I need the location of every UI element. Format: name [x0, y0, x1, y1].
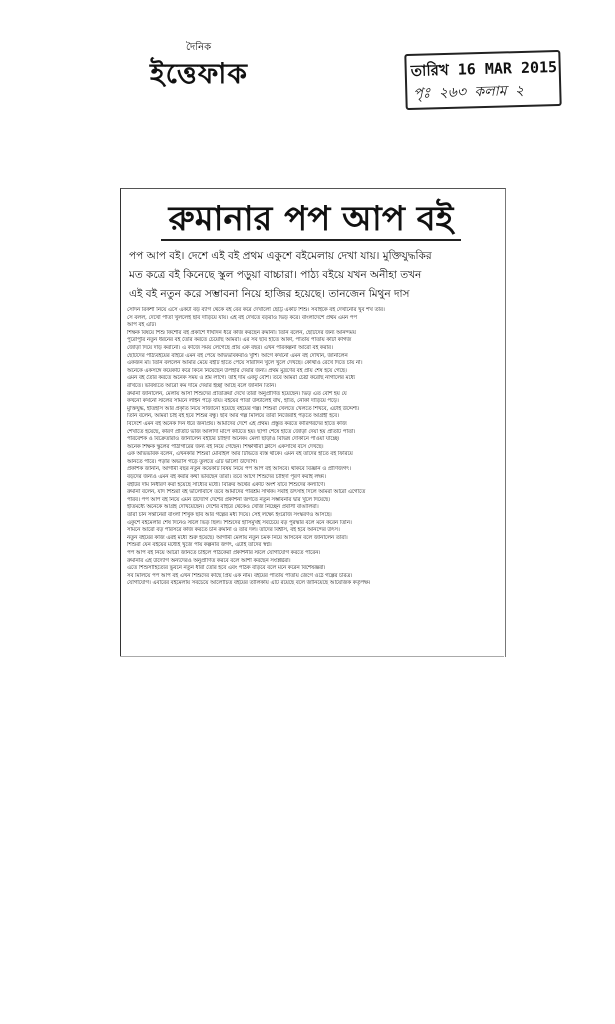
article-body-line: ছোটদের পাঠ্যবইয়ের বাইরে এমন বই পেয়ে অভিভাবকরাও খুশি। আগে কখনো এমন বই দেখিনি, জানালেন: [127, 352, 348, 359]
article-body-line: রুমানার এই উদ্যোগ অন্যদেরও অনুপ্রাণিত করবে বলে আশা করছেন সংশ্লিষ্টরা।: [127, 557, 291, 564]
article-body-line: তিনি বলেন, আমরা চাই বই হবে শিশুর বন্ধু। ছবি আর গল্প মিলিয়ে তারা নিজেরাই পড়তে আগ্রহী হবে।: [127, 413, 339, 420]
article-body-line: মুক্তিযুদ্ধ, ইতিহাস আর প্রকৃতি নিয়ে সাজানো হয়েছে বইয়ের গল্প। শিশুরা খেলতে খেলতে শিখবে, এটাই উদ্দেশ্য।: [127, 405, 360, 412]
article-body-line: সামনে আরো বড় পরিসরে কাজ করতে চান রুমানা ও তার দল। তাদের বিশ্বাস, বই হবে আনন্দের উৎস।: [127, 527, 340, 534]
article-body-line: আনতে পারে। পড়ার অভ্যাস গড়ে তুলতে এটি ভালো উদ্যোগ।: [127, 458, 258, 465]
article-body-line: একজন মা। তিনি বললেন আমার মেয়ে বইটি হাতে পেয়ে সারাদিন খুলে খুলে দেখছে। কোথাও রেখে দিতে চায় না।: [127, 360, 363, 367]
article-body-line: সব মিলিয়ে পপ আপ বই এখন শিশুদের কাছে প্রিয় এক নাম। বইয়ের পাতায় পাতায় জেগে ওঠে গল্পের চরিত্র।: [127, 572, 353, 579]
article-body-line: একুশে বইমেলার শেষ দিনেও স্টলে ভিড় ছিল। শিশুদের হাসিমুখই সবচেয়ে বড় পুরস্কার বলে মনে করেন তিনি।: [127, 519, 352, 526]
article-body-line: এক অভিভাবক বলেন, এখনকার শিশুরা মোবাইল আর টিভিতে ব্যস্ত থাকে। এমন বই তাদের হাতে বই ফিরিয়ে: [127, 451, 353, 458]
article-body-line: প্রকাশক জানান, আগামী বছর নতুন কয়েকটি বিষয় নিয়ে পপ আপ বই আসবে। থাকবে বিজ্ঞান ও প্রাণিজগৎ।: [127, 466, 351, 473]
article-body-line: এতে শিশুসাহিত্যের ভুবনে নতুন ধারা তৈরি হবে এবং পাঠক বাড়বে বলে মনে করেন বিশেষজ্ঞরা।: [127, 565, 326, 572]
article-body-line: যোগাযোগ। এবারের বইমেলায় সবচেয়ে আলোচিত বইয়ের তালিকায় এটি রয়েছে বলে জানিয়েছে আয়োজক কর্তৃপক্ষ।: [127, 580, 371, 587]
article-body-line: সে বলল, দেখো পাতা খুললেই ছবি দাঁড়িয়ে যায়। এই বই দেখতে বড়রাও ভিড় করে। বাংলাদেশে প্রথম এমন পপ: [127, 314, 357, 321]
article-body-line: রাখতে। ভবিষ্যতে আরো কম দামে দেয়ার ইচ্ছা আছে বলে জানান তিনি।: [127, 382, 277, 389]
article-body-line: সেদিন রিকশা নিয়ে এসে একটা বড় ব্যাগ থেকে বই বের করে দেখালো ছোট্ট একটি শিশু। সবাইকে বই দেখানোর খুব শখ তার।: [127, 307, 385, 313]
date-stamp: [404, 50, 561, 110]
article-body-line: কখনো কখনো স্টলের সামনে লাইন পড়ে যায়। বইয়ের পাতা উল্টালেই বাঘ, হাতি, নৌকা দাঁড়িয়ে পড়ে।: [127, 398, 339, 405]
article-body-line: তারা চান সন্তানেরা বাংলা শিখুক ছবি আর গল্পের মধ্য দিয়ে। সেই লক্ষ্যে ইংরেজি সংস্করণও আসছে।: [127, 512, 332, 519]
masthead-prefix: দৈনিক: [186, 42, 212, 53]
article-body-line: পারব। পপ আপ বই নিয়ে এমন উদ্যোগ দেশের প্রকাশনা জগতে নতুন সম্ভাবনার দ্বার খুলে দিয়েছে।: [127, 496, 331, 503]
article-body-line: আপ বই এটি।: [127, 322, 157, 329]
article-body-line: অনেক শিক্ষক স্কুলের পাঠাগারের জন্য বই নিয়ে গেছেন। শিক্ষার্থীরা ক্লাসে একসাথে বসে দেখছে।: [127, 443, 324, 450]
lead-line: এই বই নতুন করে সম্ভাবনা নিয়ে হাজির হয়েছে। তানজেন মিথুন দাস: [129, 288, 410, 300]
article-body-line: বড়দের জন্যও এমন বই করার কথা ভাবছেন তারা। তবে আগে শিশুদের চাহিদা পূরণ করাই লক্ষ্য।: [127, 474, 326, 481]
article-body-line: রুমানা বলেন, যদি শিশুরা বই ভালোবাসে তবে আমাদের পরিশ্রম সার্থক। সবাই উৎসাহ দিলে আমরা আরো এগোতে: [127, 489, 366, 496]
article-body-line: বইটির দাম নির্ধারণ করা হয়েছে সাধ্যের মধ্যে। বিক্রির অর্থের একটি অংশ যাবে শিশুদের কল্যাণে।: [127, 481, 326, 488]
article-body-line: জোড়া দিয়ে দাঁড় করানো। এ কাজে সময় লেগেছে প্রায় এক বছর। এখন পরিকল্পনা আরো বই করার।: [127, 344, 333, 351]
article-body-line: অনেকে একসঙ্গে কয়েকটি করে কিনে নিয়েছেন উপহার দেয়ার জন্য। প্রথম মুদ্রণের বই প্রায় শেষ হয়ে গেছে।: [127, 367, 347, 374]
article-body: [127, 307, 499, 588]
clipping-bottom-edge: [120, 656, 504, 657]
masthead-name: ইত্তেফাক: [150, 57, 249, 90]
article-body-line: পপ আপ বই নিয়ে আরো জানতে চাইলে পাঠকেরা প্রকাশনীর স্টলে যোগাযোগ করতে পারেন।: [127, 550, 321, 556]
article-body-line: শিশুরা যেন বইয়ের মধ্যেই খুঁজে পায় কল্পনার জগৎ, এটাই তাদের স্বপ্ন।: [127, 542, 272, 549]
stamp-reference: পৃঃ ২৬৩ কলাম ২: [413, 82, 525, 102]
article-body-line: বিদেশে এমন বই অনেক দিন ধরে জনপ্রিয়। আমাদের দেশে এই প্রথম। প্রস্তুত করতে কারিগরদের হাতে কাজ: [127, 420, 347, 427]
newspaper-masthead: [150, 40, 300, 100]
article-clipping: [120, 188, 506, 657]
lead-line: পপ আপ বই। দেশে এই বই প্রথম একুশে বইমেলায় দেখা যায়। মুক্তিযুদ্ধকির: [129, 250, 432, 262]
article-body-line: নতুন বইয়ের কাজ এরই মধ্যে শুরু হয়েছে। আগামী মেলায় নতুন চমক নিয়ে আসবেন বলে জানালেন তারা।: [127, 534, 348, 541]
article-body-line: পরিবেশক ও বিক্রেতারাও জানালেন বইটির চাহিদা অনেক। মেলা ছাড়াও বিভিন্ন দোকানে পাওয়া যাচ্ছে।: [127, 436, 340, 443]
article-body-line: এমন বই তৈরি করতে অনেক সময় ও শ্রম লাগে। তাই দাম একটু বেশি। তবে আমরা চেষ্টা করেছি নাগালের মধ্যে: [127, 375, 356, 382]
article-headline: রুমানার পপ আপ বই: [168, 199, 454, 239]
article-lead: [129, 247, 497, 304]
headline-rule: [161, 239, 461, 241]
article-body-line: পুরোপুরি নতুন ধরনের বই তৈরি করতে চেয়েছি আমরা। এর সব ছবি হাতে আঁকা, পাতায় পাতায় কাটা কাগজ: [127, 337, 352, 344]
stamp-date: তারিখ 16 MAR 2015: [410, 58, 558, 80]
lead-line: মত কত্রে বই কিনেছে স্কুল পড়ুয়া বাচ্চারা। পাঠ্য বইয়ে যখন অনীহা তখন: [129, 269, 422, 281]
article-body-line: শিক্ষক বিষয়ে শিশু কিশোর বই প্রকাশে দীর্ঘদিন ধরে কাজ করছেন রুমানা। তিনি বলেন, ছোটদের জন্য আনন্দময়: [127, 329, 356, 336]
article-body-line: রুমানা জানালেন, মেলায় আসা শিশুদের প্রতিক্রিয়া দেখে তারা অনুপ্রাণিত হয়েছেন। ভিড় এত বেশি হয় যে: [127, 390, 347, 397]
article-body-line: শেখাতে হয়েছে, কারণ প্রতিটি ভাঁজ আলাদা মাপে কাটতে হয়। ছাপা শেষে হাতে জোড়া দেয়া হয় প্রতিটি পাতা।: [127, 428, 356, 435]
article-body-line: ইতিমধ্যে অনেকে আগ্রহ দেখিয়েছেন। দেশের বাইরে থেকেও খোঁজ নিচ্ছেন প্রবাসী বাঙালিরা।: [127, 504, 319, 511]
